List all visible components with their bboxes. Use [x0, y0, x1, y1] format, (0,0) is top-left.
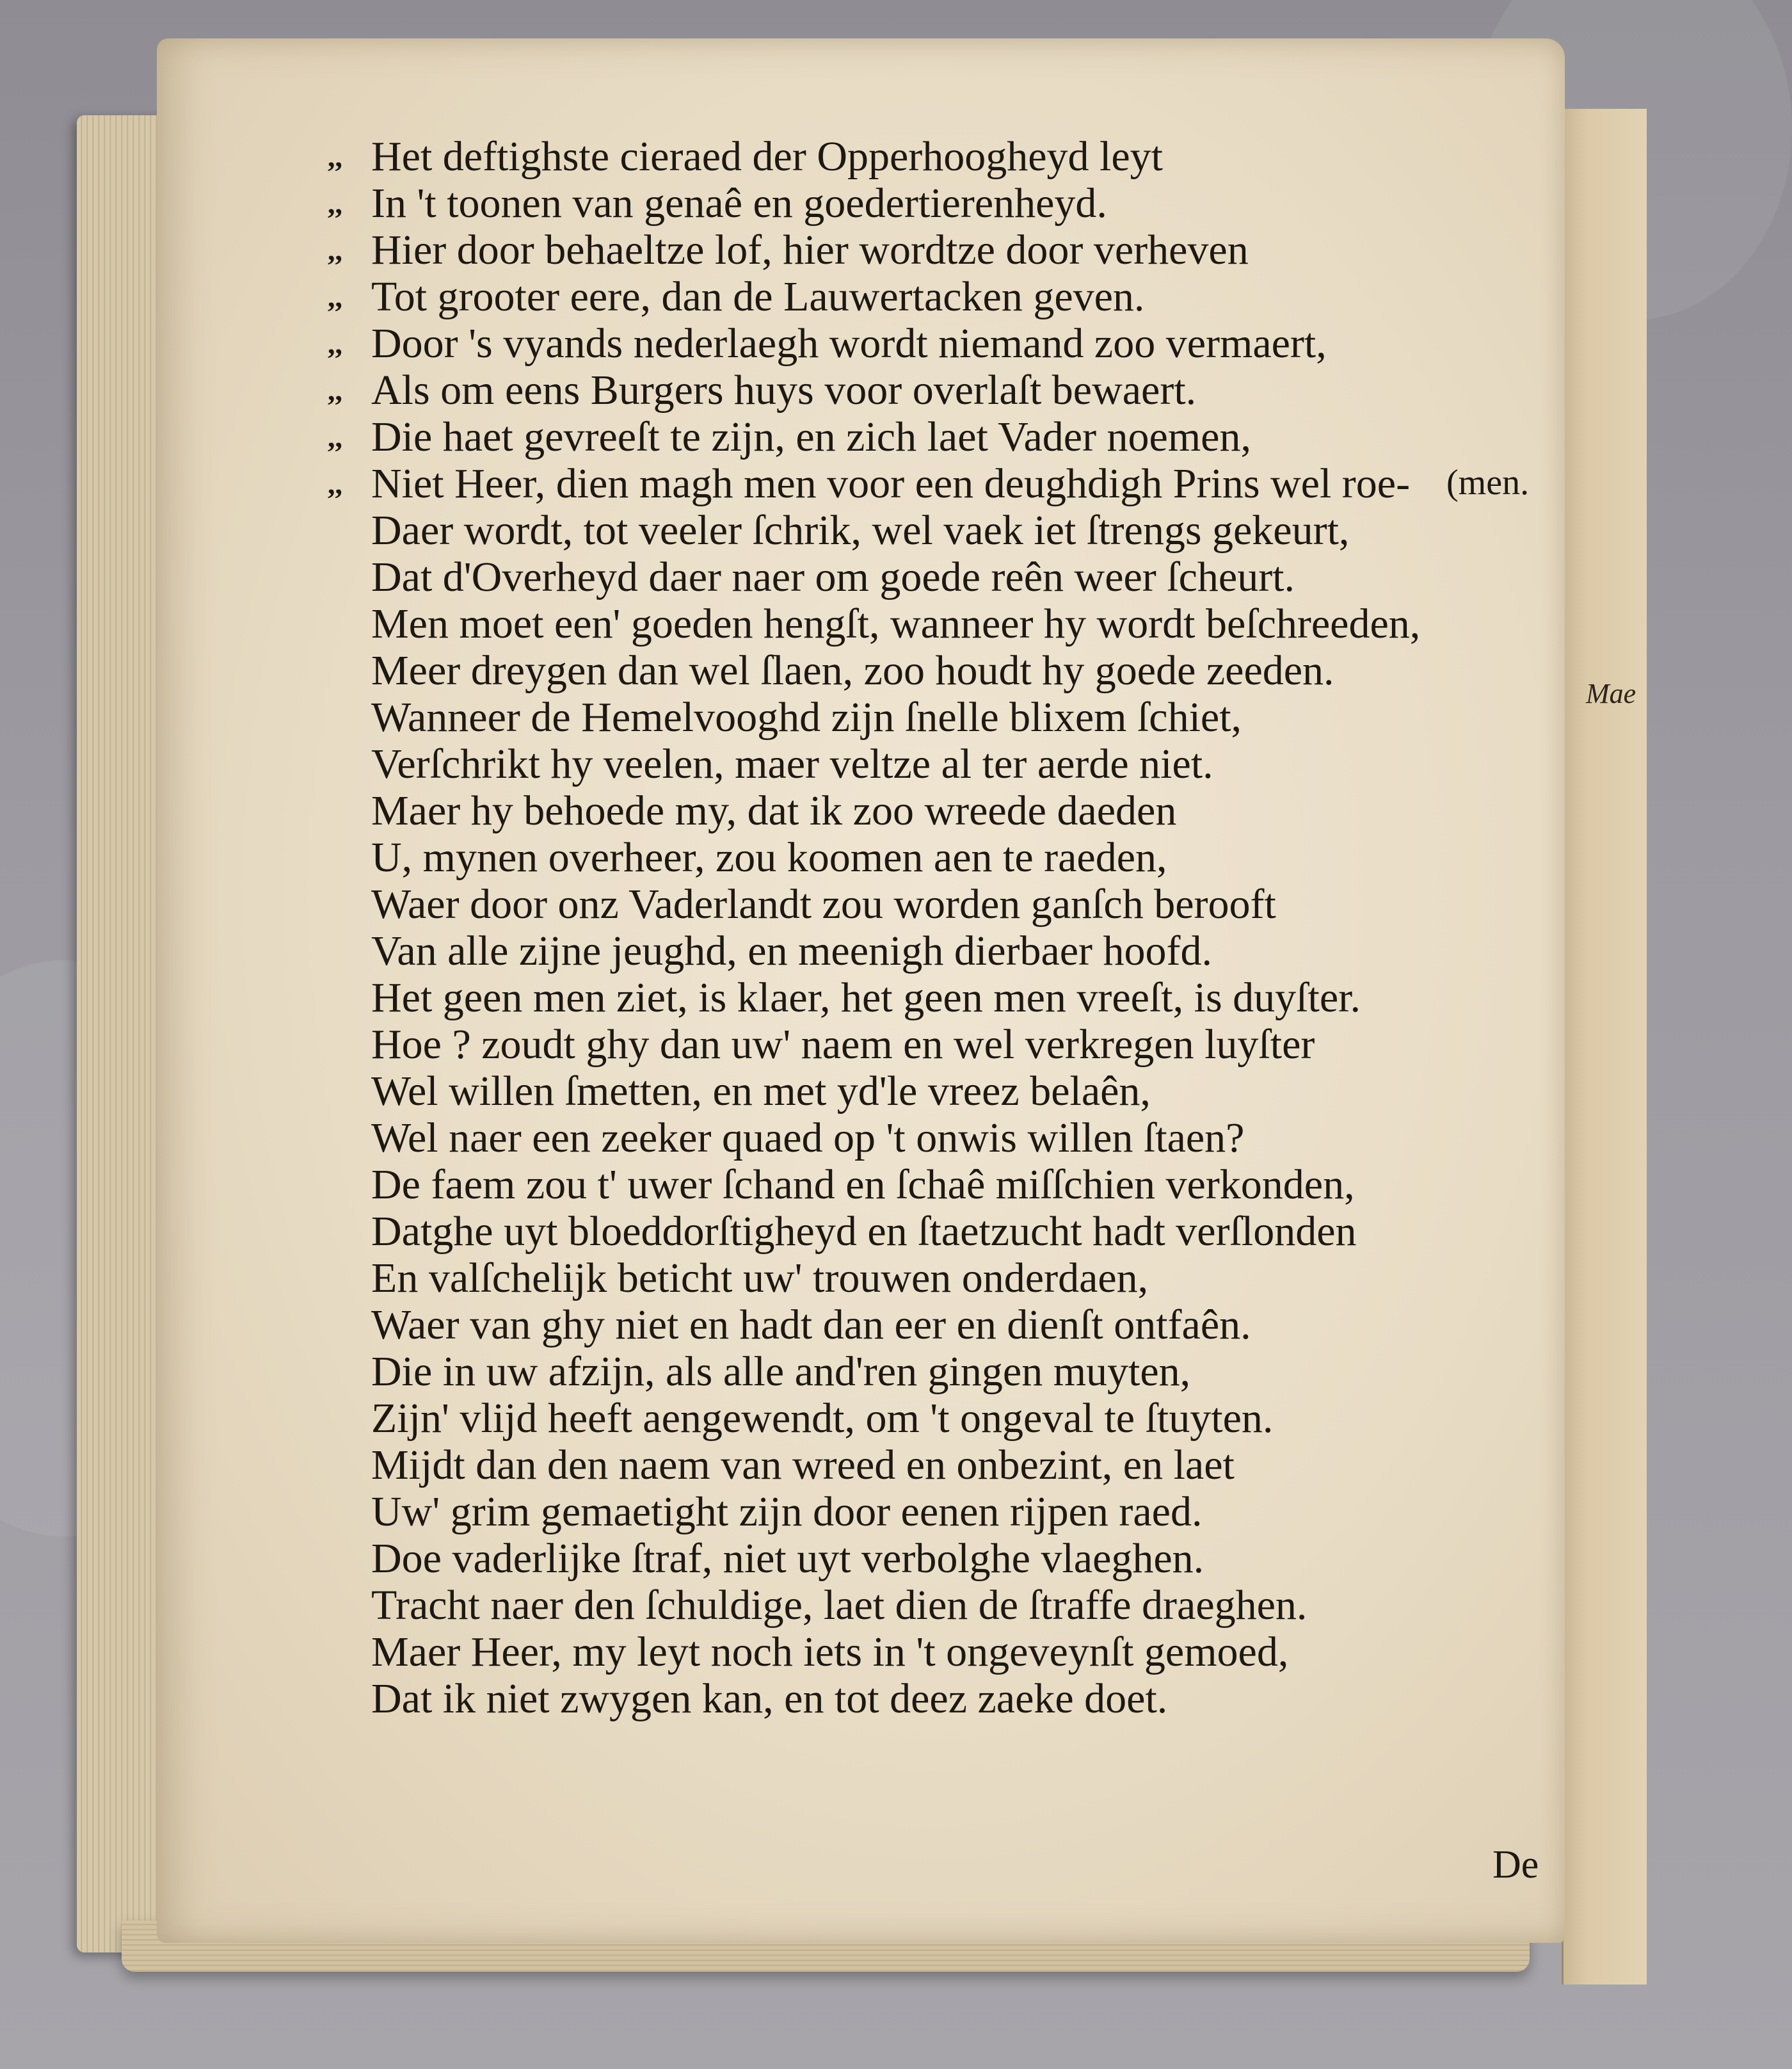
poem-line-text: Als om eens Burgers huys voor overlaſt bewaert. [371, 367, 1197, 414]
poem-line [328, 133, 1420, 180]
poem-line-text: Hoe ? zoudt ghy dan uw' naem en wel verkregen luyſter [371, 1021, 1315, 1068]
poem-line [371, 1535, 1420, 1582]
poem-line-text: De faem zou t' uwer ſchand en ſchaê miſſchien verkonden, [371, 1161, 1355, 1208]
poem-line [328, 414, 1420, 460]
poem-line [371, 647, 1420, 694]
poem-line [371, 1629, 1420, 1675]
poem-line [371, 1348, 1420, 1395]
poem-line-text: Waer van ghy niet en hadt dan eer en dienſt ontfaên. [371, 1301, 1251, 1348]
poem-line [371, 881, 1420, 928]
poem-line-text: Tracht naer den ſchuldige, laet dien de ſtraffe draeghen. [371, 1582, 1308, 1629]
poem-line-text: Tot grooter eere, dan de Lauwertacken geven. [371, 273, 1145, 320]
poem-line-text: Maer hy behoede my, dat ik zoo wreede daeden [371, 787, 1177, 834]
poem-line [371, 1488, 1420, 1535]
poem-line-text: Hier door behaeltze lof, hier wordtze door verheven [371, 227, 1249, 273]
poem-line-text: Door 's vyands nederlaegh wordt niemand zoo vermaert, [371, 320, 1327, 367]
poem-line [328, 180, 1420, 227]
poem-line-text: Die haet gevreeſt te zijn, en zich laet Vader noemen, [371, 414, 1251, 460]
poem-line-text: En valſchelijk beticht uw' trouwen onderdaen, [371, 1255, 1149, 1301]
poem-line-text: Van alle zijne jeughd, en meenigh dierbaer hoofd. [371, 928, 1213, 974]
poem-line-text: Daer wordt, tot veeler ſchrik, wel vaek iet ſtrengs gekeurt, [371, 507, 1350, 554]
poem-line [371, 928, 1420, 974]
facing-page [1562, 109, 1647, 1984]
poem-line-text: Dat d'Overheyd daer naer om goede reên weer ſcheurt. [371, 554, 1295, 600]
poem-line [371, 1582, 1420, 1629]
poem-text [328, 133, 1421, 1722]
poem-line [328, 320, 1420, 367]
poem-line [371, 787, 1420, 834]
poem-line-text: In 't toonen van genaê en goedertierenheyd. [371, 180, 1107, 227]
quotation-mark: ,, [328, 187, 342, 220]
poem-line-text: Meer dreygen dan wel ſlaen, zoo houdt hy goede zeeden. [371, 647, 1334, 694]
facing-page-text: Mae [1586, 678, 1636, 709]
poem-line-text: Verſchrikt hy veelen, maer veltze al ter aerde niet. [371, 741, 1213, 787]
catchword: De [1492, 1843, 1539, 1887]
poem-line [371, 507, 1420, 554]
quotation-mark: ,, [328, 140, 342, 173]
marginal-gloss: (men. [1446, 463, 1530, 503]
poem-line-text: Waer door onz Vaderlandt zou worden ganſch berooft [371, 881, 1276, 928]
poem-line [371, 1395, 1420, 1442]
poem-line-text: Uw' grim gemaetight zijn door eenen rijpen raed. [371, 1488, 1203, 1535]
poem-line [371, 834, 1420, 881]
poem-line-text: Die in uw afzijn, als alle and'ren gingen muyten, [371, 1348, 1191, 1395]
poem-line [371, 1675, 1420, 1722]
poem-line [371, 1115, 1420, 1161]
poem-line [371, 694, 1420, 741]
poem-line-text: Men moet een' goeden hengſt, wanneer hy wordt beſchreeden, [371, 600, 1421, 647]
poem-line [371, 1255, 1420, 1301]
poem-line-text: Dat ik niet zwygen kan, en tot deez zaeke doet. [371, 1675, 1168, 1722]
poem-line-text: Datghe uyt bloeddorſtigheyd en ſtaetzucht hadt verſlonden [371, 1208, 1357, 1255]
poem-line-text: Niet Heer, dien magh men voor een deughdigh Prins wel roe- [371, 460, 1411, 507]
poem-line-text: U, mynen overheer, zou koomen aen te raeden, [371, 834, 1167, 881]
poem-line [371, 600, 1420, 647]
poem-line [371, 974, 1420, 1021]
poem-line [371, 1068, 1420, 1115]
poem-line-text: Doe vaderlijke ſtraf, niet uyt verbolghe vlaeghen. [371, 1535, 1204, 1582]
poem-line [371, 741, 1420, 787]
quotation-mark: ,, [328, 234, 342, 266]
poem-line-text: Mijdt dan den naem van wreed en onbezint, en laet [371, 1442, 1235, 1488]
quotation-mark: ,, [328, 280, 342, 313]
poem-line [371, 1208, 1420, 1255]
poem-line-text: Zijn' vlijd heeft aengewendt, om 't ongeval te ſtuyten. [371, 1395, 1274, 1442]
poem-line-text: Het deftighste cieraed der Opperhoogheyd leyt [371, 133, 1164, 180]
poem-line [328, 460, 1420, 507]
poem-line [371, 1161, 1420, 1208]
quotation-mark: ,, [328, 467, 342, 500]
poem-line [371, 1301, 1420, 1348]
poem-line [328, 367, 1420, 414]
poem-line [371, 554, 1420, 600]
poem-line [371, 1442, 1420, 1488]
poem-line [371, 1021, 1420, 1068]
poem-line-text: Wanneer de Hemelvooghd zijn ſnelle blixem ſchiet, [371, 694, 1242, 741]
poem-line [328, 273, 1420, 320]
poem-line [328, 227, 1420, 273]
poem-line-text: Maer Heer, my leyt noch iets in 't ongeveynſt gemoed, [371, 1629, 1289, 1675]
poem-line-text: Het geen men ziet, is klaer, het geen men vreeſt, is duyſter. [371, 974, 1361, 1021]
quotation-mark: ,, [328, 327, 342, 360]
quotation-mark: ,, [328, 374, 342, 407]
quotation-mark: ,, [328, 421, 342, 453]
poem-line-text: Wel willen ſmetten, en met yd'le vreez belaên, [371, 1068, 1151, 1115]
poem-line-text: Wel naer een zeeker quaed op 't onwis willen ſtaen? [371, 1115, 1245, 1161]
